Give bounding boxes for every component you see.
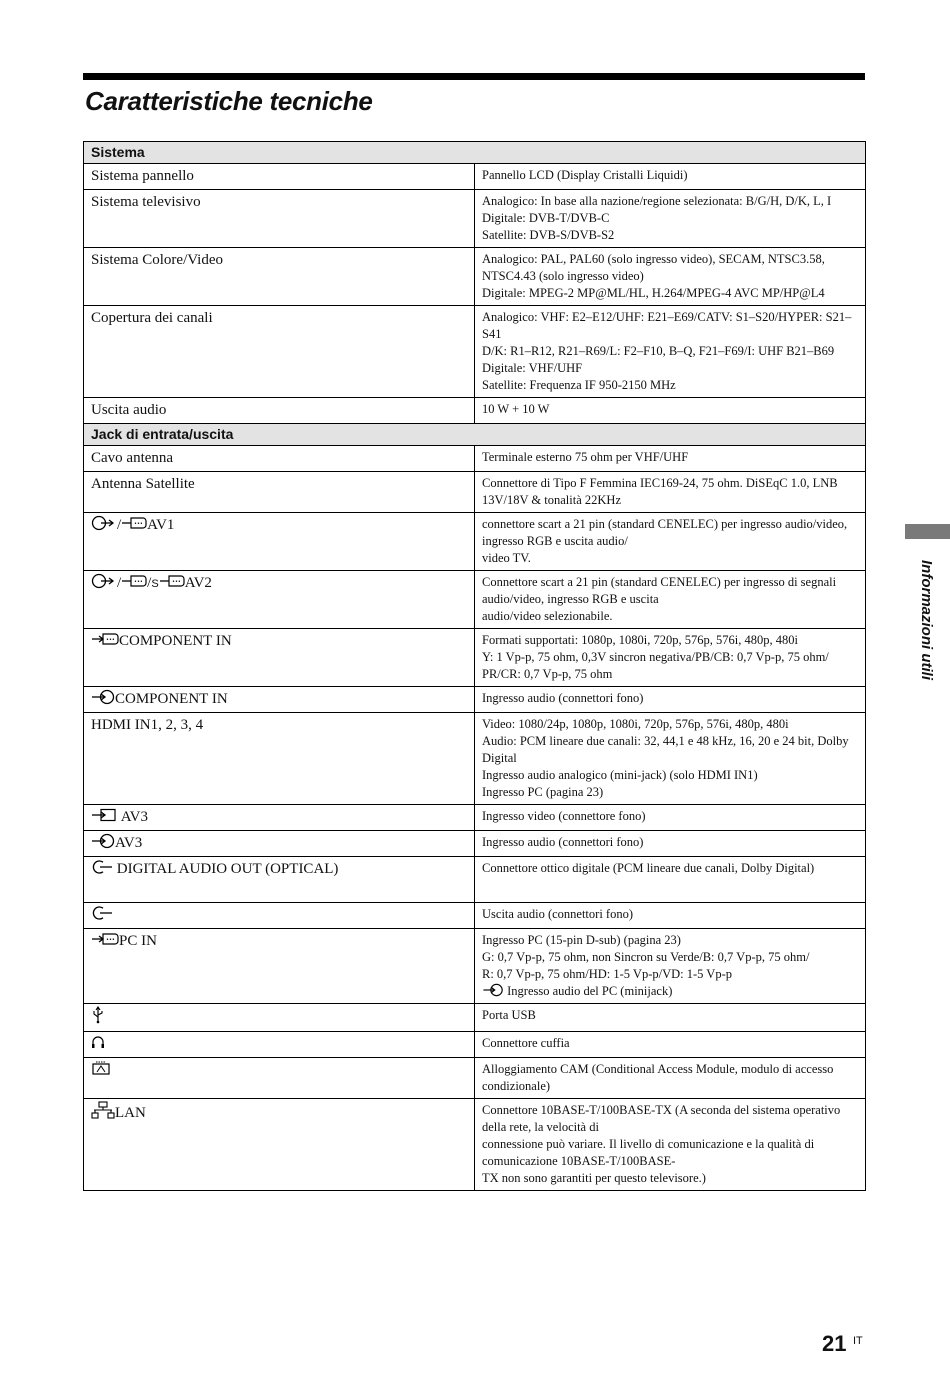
- value-line: Formati supportati: 1080p, 1080i, 720p, 576p, 576i, 480p, 480i: [482, 633, 798, 647]
- value-line: connessione può variare. Il livello di comunicazione e la qualità di comunicazione 10BASE-T/100BASE-: [482, 1137, 815, 1168]
- value-line: Video: 1080/24p, 1080p, 1080i, 720p, 576p, 576i, 480p, 480i: [482, 717, 789, 731]
- row-label: AV3: [120, 809, 148, 825]
- value-line: Ingresso PC (pagina 23): [482, 785, 604, 799]
- row-value: [475, 903, 866, 929]
- table-row: [84, 571, 866, 629]
- value-line: Digitale: DVB-T/DVB-C: [482, 211, 610, 225]
- row-value: [475, 1099, 866, 1191]
- table-row: [84, 929, 866, 1004]
- row-value: [475, 190, 866, 248]
- row-label-cell: / ••• /S ••• AV2: [84, 571, 475, 629]
- value-line: PR/CR: 0,7 Vp-p, 75 ohm: [482, 667, 613, 681]
- row-label: Antenna Satellite: [84, 472, 475, 513]
- svg-text:•••: •••: [171, 579, 181, 585]
- value-line: D/K: R1–R12, R21–R69/L: F2–F10, B–Q, F21–F69/I: UHF B21–B69: [482, 344, 835, 358]
- row-label: HDMI IN1, 2, 3, 4: [84, 713, 475, 805]
- table-row: [84, 903, 866, 929]
- value-line: Y: 1 Vp-p, 75 ohm, 0,3V sincron negativa/PB/CB: 0,7 Vp-p, 75 ohm/: [482, 650, 829, 664]
- top-rule: [83, 73, 865, 80]
- row-label: Sistema pannello: [84, 164, 475, 190]
- row-label: AV2: [184, 575, 212, 591]
- value-line: Connettore 10BASE-T/100BASE-TX (A seconda del sistema operativo della rete, la velocità di: [482, 1103, 841, 1134]
- row-label-cell: [84, 857, 475, 903]
- row-value: [475, 306, 866, 398]
- row-label-cell: [84, 831, 475, 857]
- row-value: [475, 687, 866, 713]
- section-heading: Jack di entrata/uscita: [84, 424, 866, 446]
- value-line: TX non sono garantiti per questo televisore.): [482, 1171, 706, 1185]
- row-label: Sistema Colore/Video: [84, 248, 475, 306]
- section-heading: Sistema: [84, 142, 866, 164]
- table-row: [84, 1058, 866, 1099]
- headphones-icon: [91, 1034, 105, 1050]
- table-row: [84, 398, 866, 424]
- svg-text:•••: •••: [106, 937, 115, 943]
- value-line: connettore scart a 21 pin (standard CENELEC) per ingresso audio/video, ingresso RGB e uscita audio/: [482, 517, 848, 548]
- row-label: COMPONENT IN: [119, 633, 232, 649]
- value-line: Analogico: In base alla nazione/regione selezionata: B/G/H, D/K, L, I: [482, 194, 832, 208]
- page-title: Caratteristiche tecniche: [85, 86, 373, 116]
- row-label: Cavo antenna: [84, 446, 475, 472]
- row-label: LAN: [115, 1105, 146, 1121]
- page-number: 21: [822, 1331, 847, 1356]
- section-header-jack: [84, 424, 866, 446]
- side-section-label: Informazioni utili: [918, 560, 935, 680]
- svg-text:•••: •••: [134, 521, 144, 527]
- value-line-with-icon: [482, 983, 865, 1000]
- video-input-icon: [91, 807, 117, 823]
- svg-text:•••: •••: [134, 579, 144, 585]
- table-row: [84, 190, 866, 248]
- table-row: [84, 1032, 866, 1058]
- value-line: Terminale esterno 75 ohm per VHF/UHF: [482, 450, 689, 464]
- row-value: [475, 248, 866, 306]
- table-row: [84, 805, 866, 831]
- value-line: G: 0,7 Vp-p, 75 ohm, non Sincron su Verde/B: 0,7 Vp-p, 75 ohm/: [482, 950, 810, 964]
- row-label-cell: [84, 1099, 475, 1191]
- row-value: [475, 857, 866, 903]
- table-row: [84, 472, 866, 513]
- row-value: [475, 1058, 866, 1099]
- section-header-sistema: [84, 142, 866, 164]
- spec-table: [83, 141, 866, 1191]
- value-line: R: 0,7 Vp-p, 75 ohm/HD: 1-5 Vp-p/VD: 1-5 Vp-p: [482, 967, 732, 981]
- lan-icon: [91, 1101, 115, 1119]
- usb-icon: [91, 1006, 105, 1024]
- cam-slot-icon: [91, 1060, 111, 1076]
- row-label: Sistema televisivo: [84, 190, 475, 248]
- scart-out-icon: [159, 573, 185, 589]
- value-line: Connettore di Tipo F Femmina IEC169-24, 75 ohm. DiSEqC 1.0, LNB 13V/18V & tonalità 22KHz: [482, 476, 838, 507]
- audio-input-icon: [482, 983, 504, 997]
- row-label: Uscita audio: [84, 398, 475, 424]
- svg-text:•••: •••: [106, 637, 115, 643]
- row-value: [475, 1032, 866, 1058]
- value-line: Analogico: PAL, PAL60 (solo ingresso video), SECAM, NTSC3.58, NTSC4.43 (solo ingresso video): [482, 252, 825, 283]
- row-label-cell: [84, 687, 475, 713]
- row-value: [475, 929, 866, 1004]
- row-label-cell: / ••• AV1: [84, 513, 475, 571]
- row-label-cell: [84, 805, 475, 831]
- value-line: video TV.: [482, 551, 531, 565]
- row-value: [475, 164, 866, 190]
- table-row: [84, 446, 866, 472]
- row-value: [475, 629, 866, 687]
- value-line: Pannello LCD (Display Cristalli Liquidi): [482, 168, 688, 182]
- row-label-cell: [84, 1058, 475, 1099]
- value-line: Digitale: VHF/UHF: [482, 361, 583, 375]
- value-line: Analogico: VHF: E2–E12/UHF: E21–E69/CATV: S1–S20/HYPER: S21–S41: [482, 310, 852, 341]
- value-line: Connettore ottico digitale (PCM lineare due canali, Dolby Digital): [482, 861, 815, 875]
- value-line: Ingresso audio (connettori fono): [482, 691, 644, 705]
- value-line: 10 W + 10 W: [482, 402, 550, 416]
- row-label: Copertura dei canali: [84, 306, 475, 398]
- value-line: Digitale: MPEG-2 MP@ML/HL, H.264/MPEG-4 AVC MP/HP@L4: [482, 286, 825, 300]
- row-label-cell: [84, 929, 475, 1004]
- row-value: [475, 571, 866, 629]
- table-row: [84, 306, 866, 398]
- row-label: AV3: [115, 835, 143, 851]
- row-value: [475, 513, 866, 571]
- value-line: Ingresso PC (15-pin D-sub) (pagina 23): [482, 933, 681, 947]
- value-line: Ingresso audio del PC (minijack): [507, 984, 673, 998]
- value-line: Uscita audio (connettori fono): [482, 907, 633, 921]
- row-value: [475, 446, 866, 472]
- audio-input-icon: [91, 689, 115, 705]
- table-row: [84, 1099, 866, 1191]
- row-value: [475, 713, 866, 805]
- row-label-cell: [84, 629, 475, 687]
- audio-output-icon: [91, 905, 113, 921]
- row-label-cell: [84, 1032, 475, 1058]
- table-row: [84, 857, 866, 903]
- table-row: [84, 687, 866, 713]
- table-row: [84, 713, 866, 805]
- value-line: Connettore cuffia: [482, 1036, 570, 1050]
- row-label: PC IN: [119, 933, 157, 949]
- value-line: Ingresso video (connettore fono): [482, 809, 646, 823]
- row-label-cell: [84, 1004, 475, 1032]
- row-value: [475, 398, 866, 424]
- row-label: DIGITAL AUDIO OUT (OPTICAL): [116, 861, 339, 877]
- table-row: [84, 513, 866, 571]
- scart-out-icon: [121, 573, 147, 589]
- video-input-icon: [91, 931, 119, 947]
- table-row: [84, 831, 866, 857]
- value-line: Connettore scart a 21 pin (standard CENELEC) per ingresso di segnali audio/video, ingresso RGB e uscita: [482, 575, 837, 606]
- value-line: Satellite: DVB-S/DVB-S2: [482, 228, 615, 242]
- value-line: Ingresso audio (connettori fono): [482, 835, 644, 849]
- video-input-icon: [91, 631, 119, 647]
- optical-out-icon: [91, 859, 113, 875]
- table-row: [84, 1004, 866, 1032]
- value-line: Audio: PCM lineare due canali: 32, 44,1 e 48 kHz, 16, 20 e 24 bit, Dolby Digital: [482, 734, 849, 765]
- scart-out-icon: [121, 515, 147, 531]
- table-row: [84, 164, 866, 190]
- row-label-cell: [84, 903, 475, 929]
- row-label: AV1: [147, 517, 175, 533]
- value-line: Alloggiamento CAM (Conditional Access Module, modulo di accesso condizionale): [482, 1062, 834, 1093]
- s-video-prefix: S: [151, 578, 159, 590]
- value-line: Porta USB: [482, 1008, 536, 1022]
- value-line: audio/video selezionabile.: [482, 609, 613, 623]
- table-row: [84, 248, 866, 306]
- row-value: [475, 1004, 866, 1032]
- row-value: [475, 831, 866, 857]
- page-language-code: IT: [853, 1335, 863, 1347]
- value-line: Ingresso audio analogico (mini-jack) (solo HDMI IN1): [482, 768, 758, 782]
- table-row: [84, 629, 866, 687]
- row-label: COMPONENT IN: [115, 691, 228, 707]
- audio-input-icon: [91, 833, 115, 849]
- row-value: [475, 805, 866, 831]
- scart-in-icon: [91, 515, 117, 531]
- row-value: [475, 472, 866, 513]
- value-line: Satellite: Frequenza IF 950-2150 MHz: [482, 378, 676, 392]
- scart-in-icon: [91, 573, 117, 589]
- side-tab-marker: [905, 524, 950, 539]
